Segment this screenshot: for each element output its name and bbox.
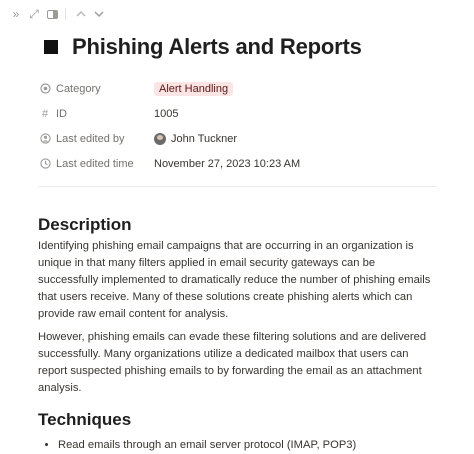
property-value[interactable]: [154, 133, 237, 145]
list-item[interactable]: • Read emails through an email server protocol (IMAP, POP3): [58, 437, 438, 454]
property-value[interactable]: November 27, 2023 10:23 AM: [154, 157, 301, 170]
category-icon: [38, 82, 52, 96]
techniques-list: [38, 437, 438, 454]
property-key: [38, 107, 154, 121]
property-label: Last edited by: [56, 132, 125, 145]
hash-icon: #: [41, 107, 49, 120]
property-id[interactable]: [38, 101, 438, 126]
double-chevron-right-icon[interactable]: »: [12, 7, 20, 21]
avatar: [154, 133, 166, 145]
description-heading-block: [38, 212, 438, 238]
property-value[interactable]: [154, 82, 233, 96]
page-content: [38, 212, 438, 454]
chevron-down-icon[interactable]: [90, 6, 108, 22]
user-icon: [38, 132, 52, 146]
property-last-edited-by[interactable]: [38, 126, 438, 151]
chevron-up-icon[interactable]: [72, 6, 90, 22]
property-category[interactable]: [38, 76, 438, 101]
expand-icon[interactable]: ⤢: [29, 7, 39, 21]
property-key: [38, 157, 154, 171]
description-paragraph[interactable]: However, phishing emails can evade these filtering solutions and are delivered successfully. Many organizations utilize a dedicated mailbox that users can report suspected phishing emails to by forwarding the email as an attachment analysis.: [38, 331, 427, 394]
techniques-heading[interactable]: Techniques: [38, 410, 132, 429]
black-square-icon[interactable]: [44, 40, 58, 54]
page-title: [44, 34, 362, 60]
panel-icon[interactable]: [43, 6, 61, 22]
page-title-text[interactable]: Phishing Alerts and Reports: [72, 34, 362, 59]
toolbar-divider: [65, 8, 66, 20]
divider: [38, 186, 436, 187]
description-heading[interactable]: Description: [38, 215, 132, 234]
property-label: ID: [56, 107, 67, 120]
property-value[interactable]: 1005: [154, 107, 179, 120]
property-key: [38, 82, 154, 96]
techniques-heading-block: [38, 409, 438, 431]
property-key: [38, 132, 154, 146]
clock-icon: [38, 157, 52, 171]
properties-panel: [38, 76, 438, 176]
property-label: Last edited time: [56, 157, 134, 170]
description-paragraph[interactable]: Identifying phishing email campaigns that are occurring in an organization is unique in that many filters applied in email security gateways can be successfully implemented to dramatically reduce the number of phishing emails that users receive. Many of these solutions create phishing alerts which can provide raw email content for analysis.: [38, 240, 431, 320]
top-toolbar: [7, 6, 108, 22]
category-tag[interactable]: Alert Handling: [154, 82, 233, 96]
editor-name[interactable]: John Tuckner: [171, 132, 238, 145]
property-last-edited-time[interactable]: [38, 151, 438, 176]
property-label: Category: [56, 82, 101, 95]
